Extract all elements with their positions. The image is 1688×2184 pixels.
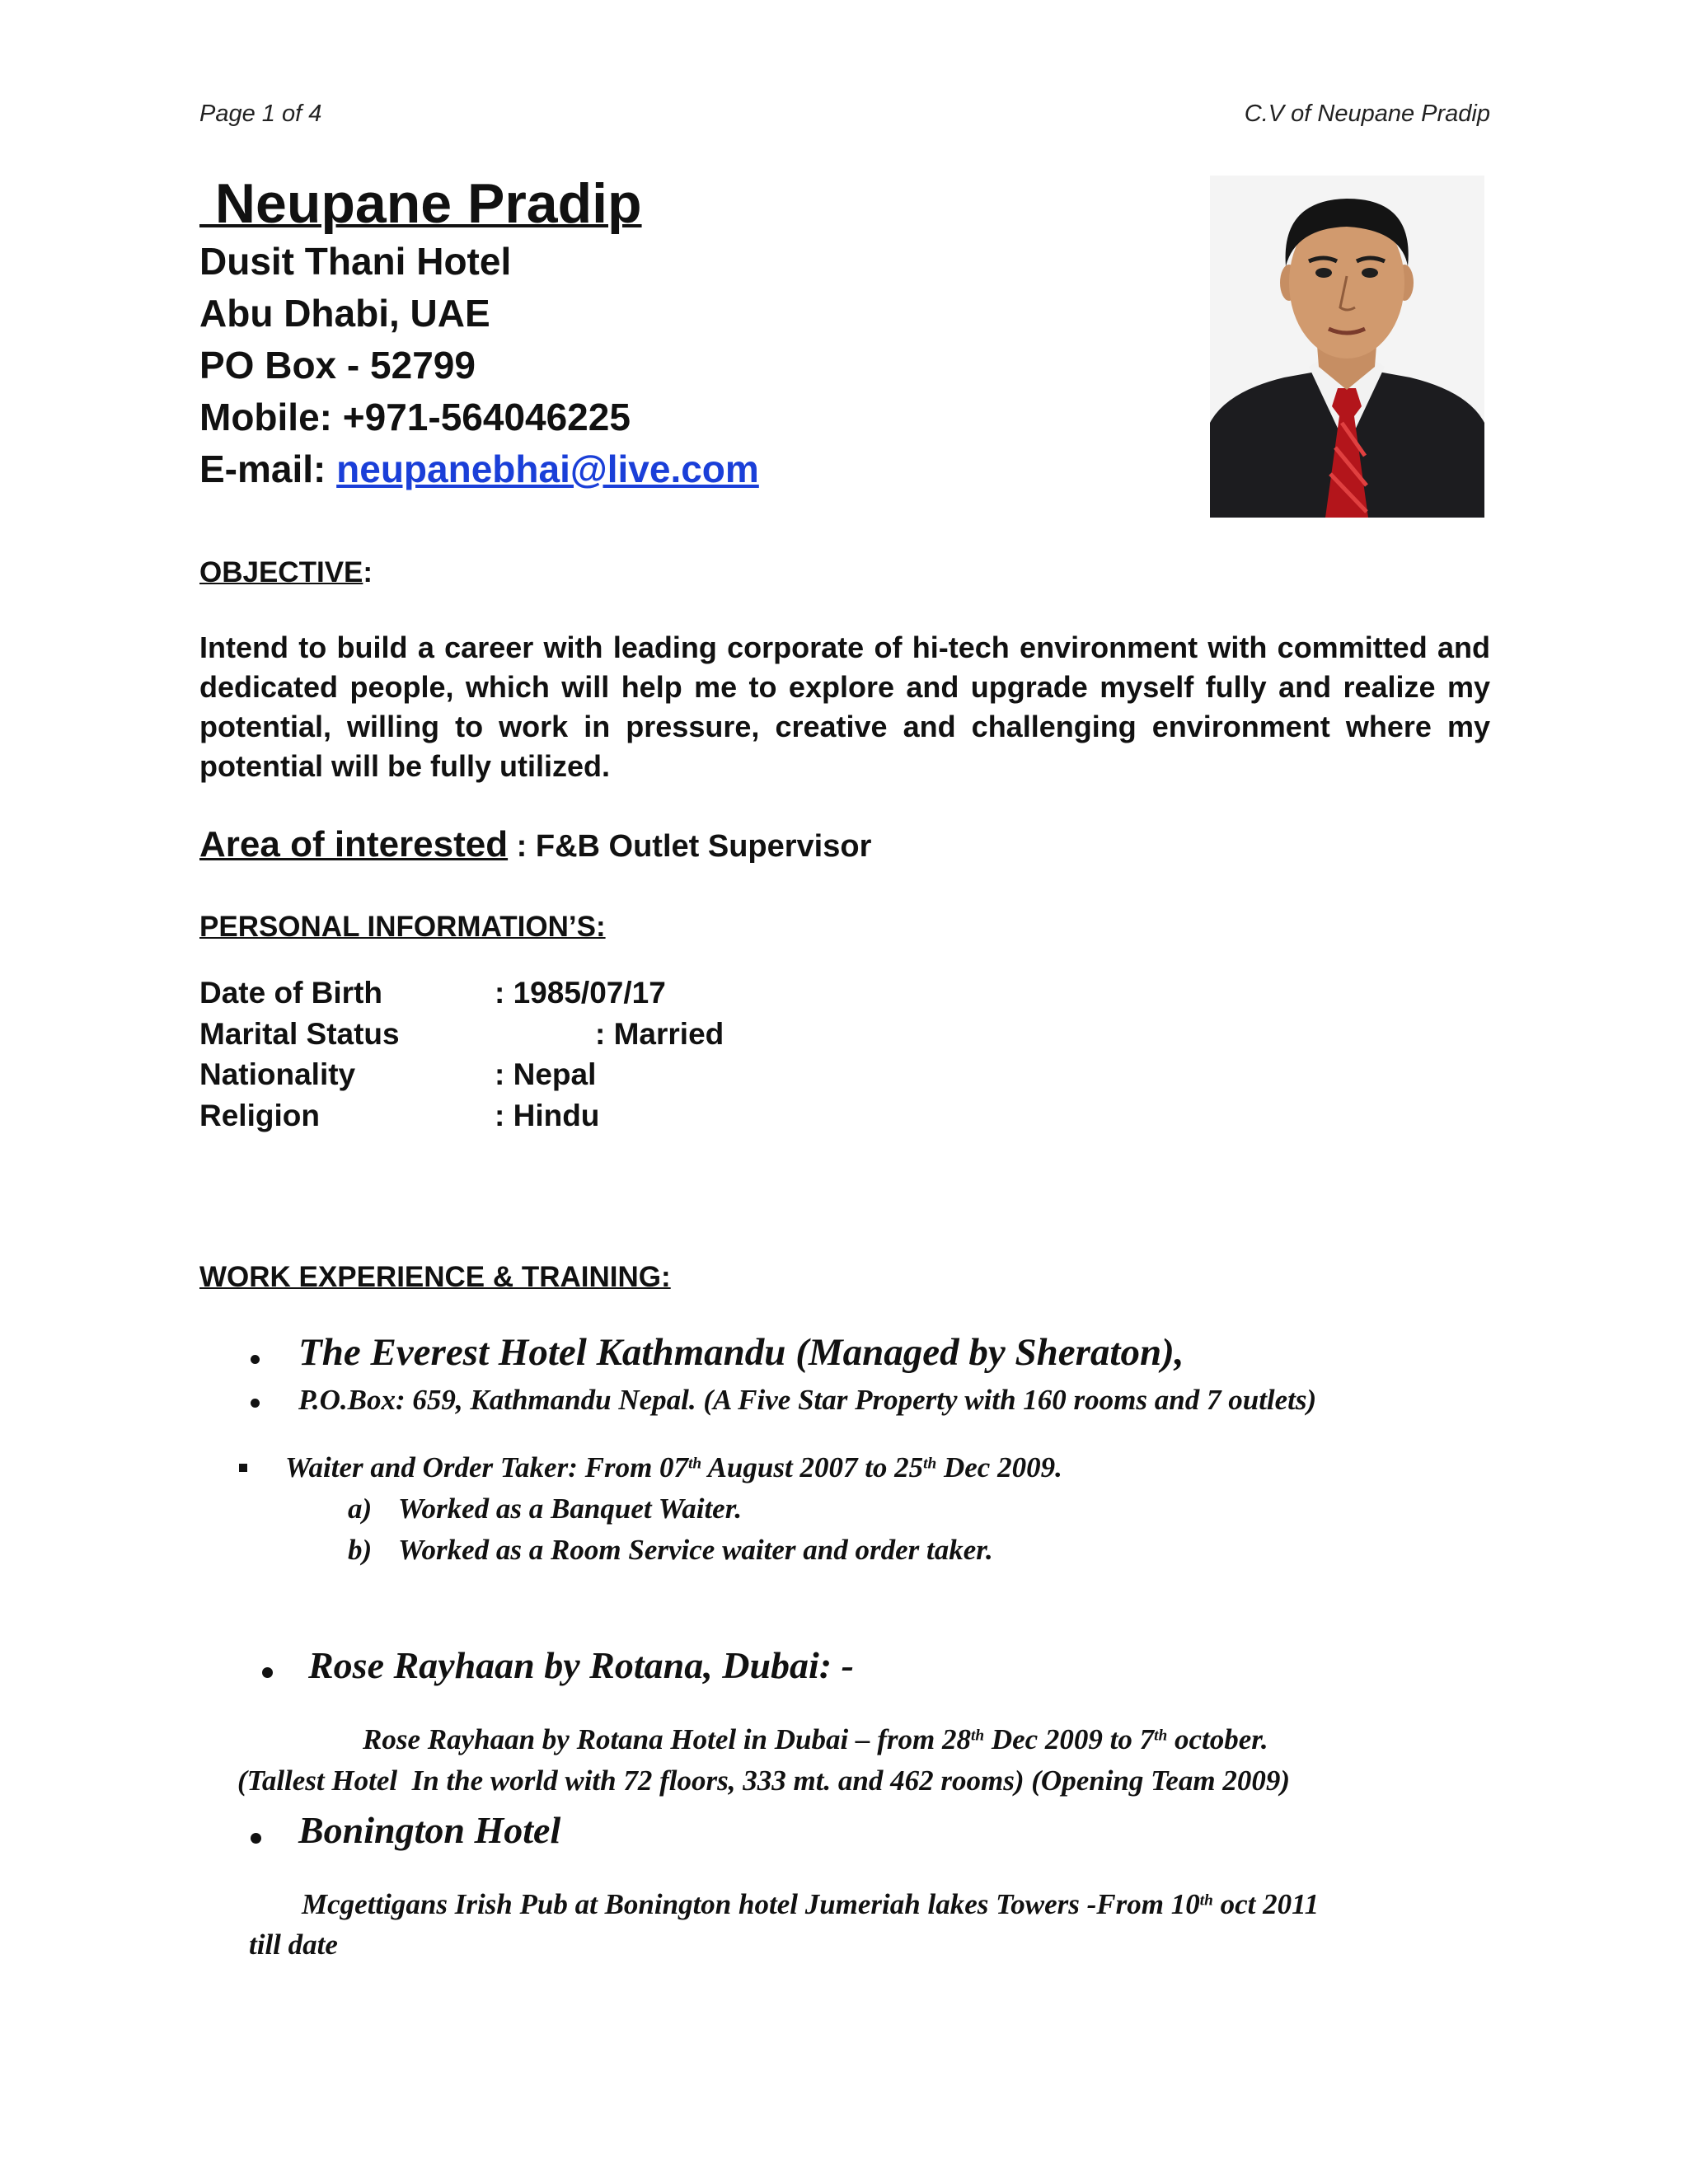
email-link[interactable]: neupanebhai@live.com — [336, 448, 759, 490]
bullet-icon — [251, 1355, 260, 1364]
nationality-label: Nationality — [199, 1057, 356, 1091]
nationality-value: : Nepal — [495, 1057, 597, 1091]
everest-address: P.O.Box: 659, Kathmandu Nepal. (A Five Star Property with 160 rooms and 7 outlets) — [298, 1384, 1317, 1416]
duty-marker: b) — [348, 1534, 373, 1566]
email-label: E-mail: — [199, 448, 337, 490]
bullet-icon — [262, 1667, 273, 1678]
everest-title: The Everest Hotel Kathmandu (Managed by Sheraton), — [298, 1331, 1184, 1374]
dob-label: Date of Birth — [199, 976, 382, 1010]
interest-heading: Area of interested — [199, 824, 509, 865]
marital-value: : Married — [595, 1017, 724, 1051]
city-line: Abu Dhabi, UAE — [199, 292, 490, 335]
rose-title: Rose Rayhaan by Rotana, Dubai: - — [308, 1644, 854, 1686]
religion-label: Religion — [199, 1099, 320, 1132]
objective-heading: OBJECTIVE: — [199, 556, 373, 588]
email-line — [199, 447, 759, 491]
rose-line-2: (Tallest Hotel In the world with 72 floors, 333 mt. and 462 rooms) (Opening Team 2009) — [237, 1765, 1290, 1797]
work-experience-heading: WORK EXPERIENCE & TRAINING: — [199, 1261, 671, 1293]
mobile-line: Mobile: +971-564046225 — [199, 396, 631, 438]
everest-role: Waiter and Order Taker: From 07th August 2007 to 25th Dec 2009. — [285, 1451, 1062, 1483]
bonington-line-2: till date — [249, 1929, 338, 1961]
po-box-line: PO Box - 52799 — [199, 344, 476, 387]
company-line: Dusit Thani Hotel — [199, 240, 512, 283]
profile-photo — [1210, 176, 1484, 518]
bullet-icon — [251, 1399, 260, 1408]
objective-text: Intend to build a career with leading corporate of hi-tech environment with committed and dedicated people, which will help me to explore and upgrade myself fully and realize my potential, willing to work in pressure, creative and challenging environment where my potential will be fully utilized. — [199, 630, 1490, 783]
square-bullet-icon — [239, 1464, 247, 1472]
area-of-interest — [199, 824, 871, 865]
personal-info-heading: PERSONAL INFORMATION’S: — [199, 911, 606, 943]
religion-value: : Hindu — [495, 1099, 600, 1132]
marital-label: Marital Status — [199, 1017, 400, 1051]
dob-value: : 1985/07/17 — [495, 976, 666, 1010]
duty-marker: a) — [348, 1493, 373, 1525]
bullet-icon — [251, 1833, 261, 1844]
page-number: Page 1 of 4 — [199, 101, 322, 127]
duty-item: Worked as a Banquet Waiter. — [398, 1493, 743, 1525]
duty-item: Worked as a Room Service waiter and order taker. — [398, 1534, 993, 1566]
interest-value: : F&B Outlet Supervisor — [508, 829, 872, 864]
applicant-name: Neupane Pradip — [199, 172, 642, 235]
running-header: C.V of Neupane Pradip — [1244, 101, 1490, 127]
bonington-line-1: Mcgettigans Irish Pub at Bonington hotel Jumeriah lakes Towers -From 10th oct 2011 — [302, 1888, 1320, 1920]
rose-line-1: Rose Rayhaan by Rotana Hotel in Dubai – from 28th Dec 2009 to 7th october. — [363, 1723, 1268, 1755]
bonington-title: Bonington Hotel — [298, 1809, 561, 1851]
